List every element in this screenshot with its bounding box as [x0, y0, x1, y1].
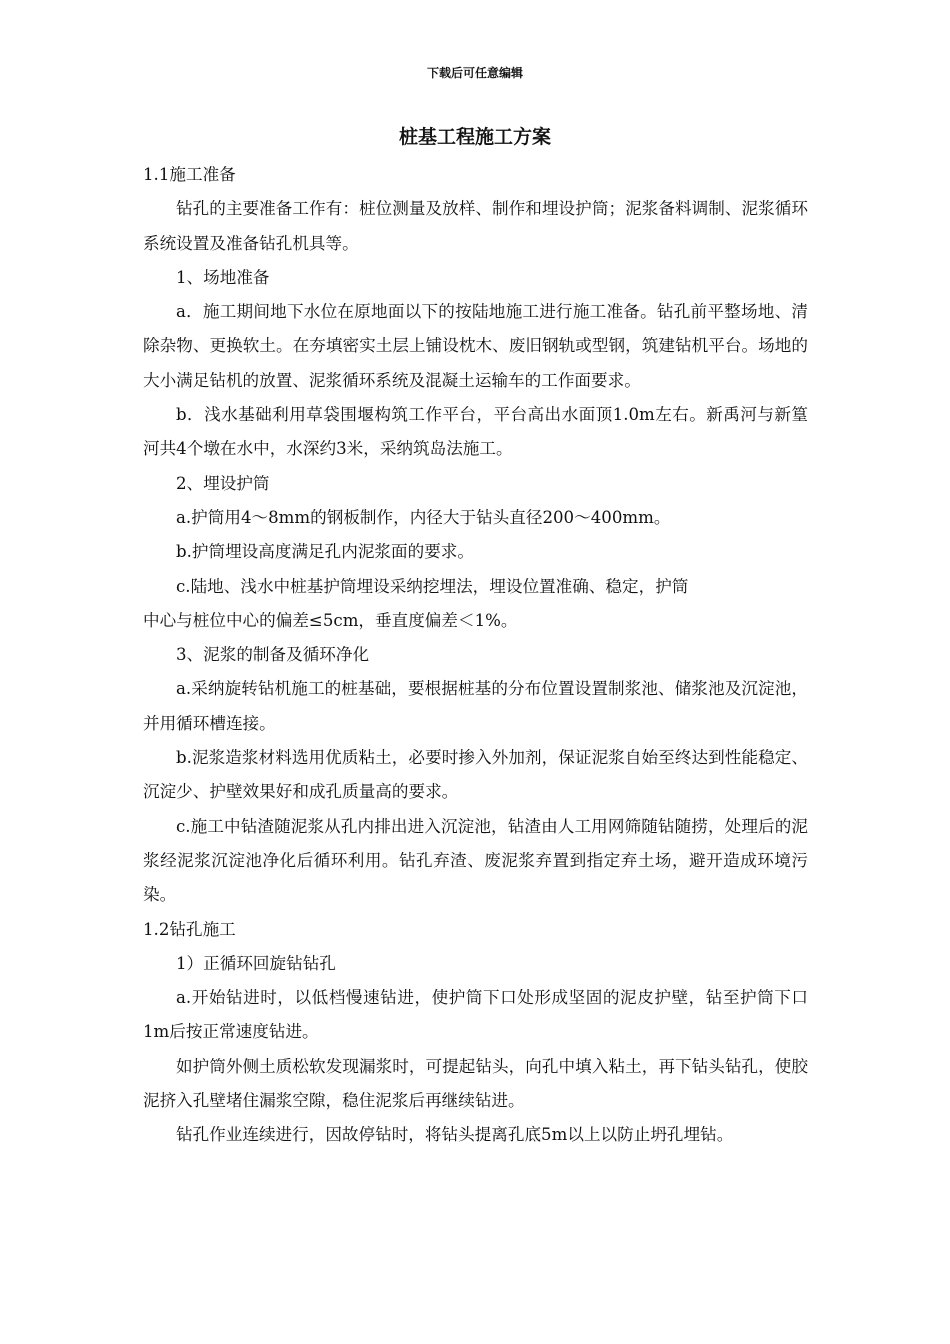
subsection-heading: 1）正循环回旋钻钻孔 — [176, 953, 336, 973]
subsection-heading: 1、场地准备 — [176, 267, 270, 287]
section-heading: 1.2钻孔施工 — [143, 919, 236, 939]
header-note: 下载后可任意编辑 — [426, 66, 523, 80]
body-paragraph: 钻孔的主要准备工作有：桩位测量及放样、制作和埋设护筒；泥浆备料调制、泥浆循环系统设置及准备钻孔机具等。 — [143, 199, 808, 253]
body-paragraph: a.护筒用4～8mm的钢板制作，内径大于钻头直径200～400mm。 — [176, 507, 671, 527]
subsection-heading: 2、埋设护筒 — [176, 473, 270, 493]
body-paragraph: a．施工期间地下水位在原地面以下的按陆地施工进行施工准备。钻孔前平整场地、清除杂物、更换软土。在夯填密实土层上铺设枕木、废旧钢轨或型钢，筑建钻机平台。场地的大小满足钻机的放置、泥浆循环系统及混凝土运输车的工作面要求。 — [143, 302, 808, 390]
body-paragraph: b.护筒埋设高度满足孔内泥浆面的要求。 — [176, 542, 474, 562]
body-paragraph: 如护筒外侧土质松软发现漏浆时，可提起钻头，向孔中填入粘土，再下钻头钻孔，使胶泥挤入孔壁堵住漏浆空隙，稳住泥浆后再继续钻进。 — [143, 1056, 808, 1111]
body-paragraph: b．浅水基础利用草袋围堰构筑工作平台，平台高出水面顶1.0m左右。新禹河与新篁河共4个墩在水中，水深约3米，采纳筑岛法施工。 — [143, 405, 808, 459]
section-heading: 1.1施工准备 — [143, 165, 236, 184]
body-paragraph: c.陆地、浅水中桩基护筒埋设采纳挖埋法，埋设位置准确、稳定，护筒 — [176, 576, 689, 596]
subsection-heading: 3、泥浆的制备及循环净化 — [176, 645, 370, 665]
body-paragraph: a.开始钻进时，以低档慢速钻进，使护筒下口处形成坚固的泥皮护壁，钻至护筒下口1m后按正常速度钻进。 — [143, 988, 808, 1042]
body-paragraph: 钻孔作业连续进行，因故停钻时，将钻头提离孔底5m以上以防止坍孔埋钻。 — [176, 1125, 734, 1145]
body-paragraph: a.采纳旋转钻机施工的桩基础，要根据桩基的分布位置设置制浆池、储浆池及沉淀池，并用循环槽连接。 — [143, 679, 808, 733]
body-paragraph: c.施工中钻渣随泥浆从孔内排出进入沉淀池，钻渣由人工用网筛随钻随捞，处理后的泥浆经泥浆沉淀池净化后循环利用。钻孔弃渣、废泥浆弃置到指定弃土场，避开造成环境污染。 — [143, 816, 808, 905]
document-title: 桩基工程施工方案 — [398, 126, 551, 148]
body-paragraph: b.泥浆造浆材料选用优质粘土，必要时掺入外加剂，保证泥浆自始至终达到性能稳定、沉淀少、护壁效果好和成孔质量高的要求。 — [143, 748, 808, 802]
document-body — [143, 158, 808, 1153]
body-paragraph: 中心与桩位中心的偏差≤5cm，垂直度偏差＜1%。 — [143, 610, 518, 630]
